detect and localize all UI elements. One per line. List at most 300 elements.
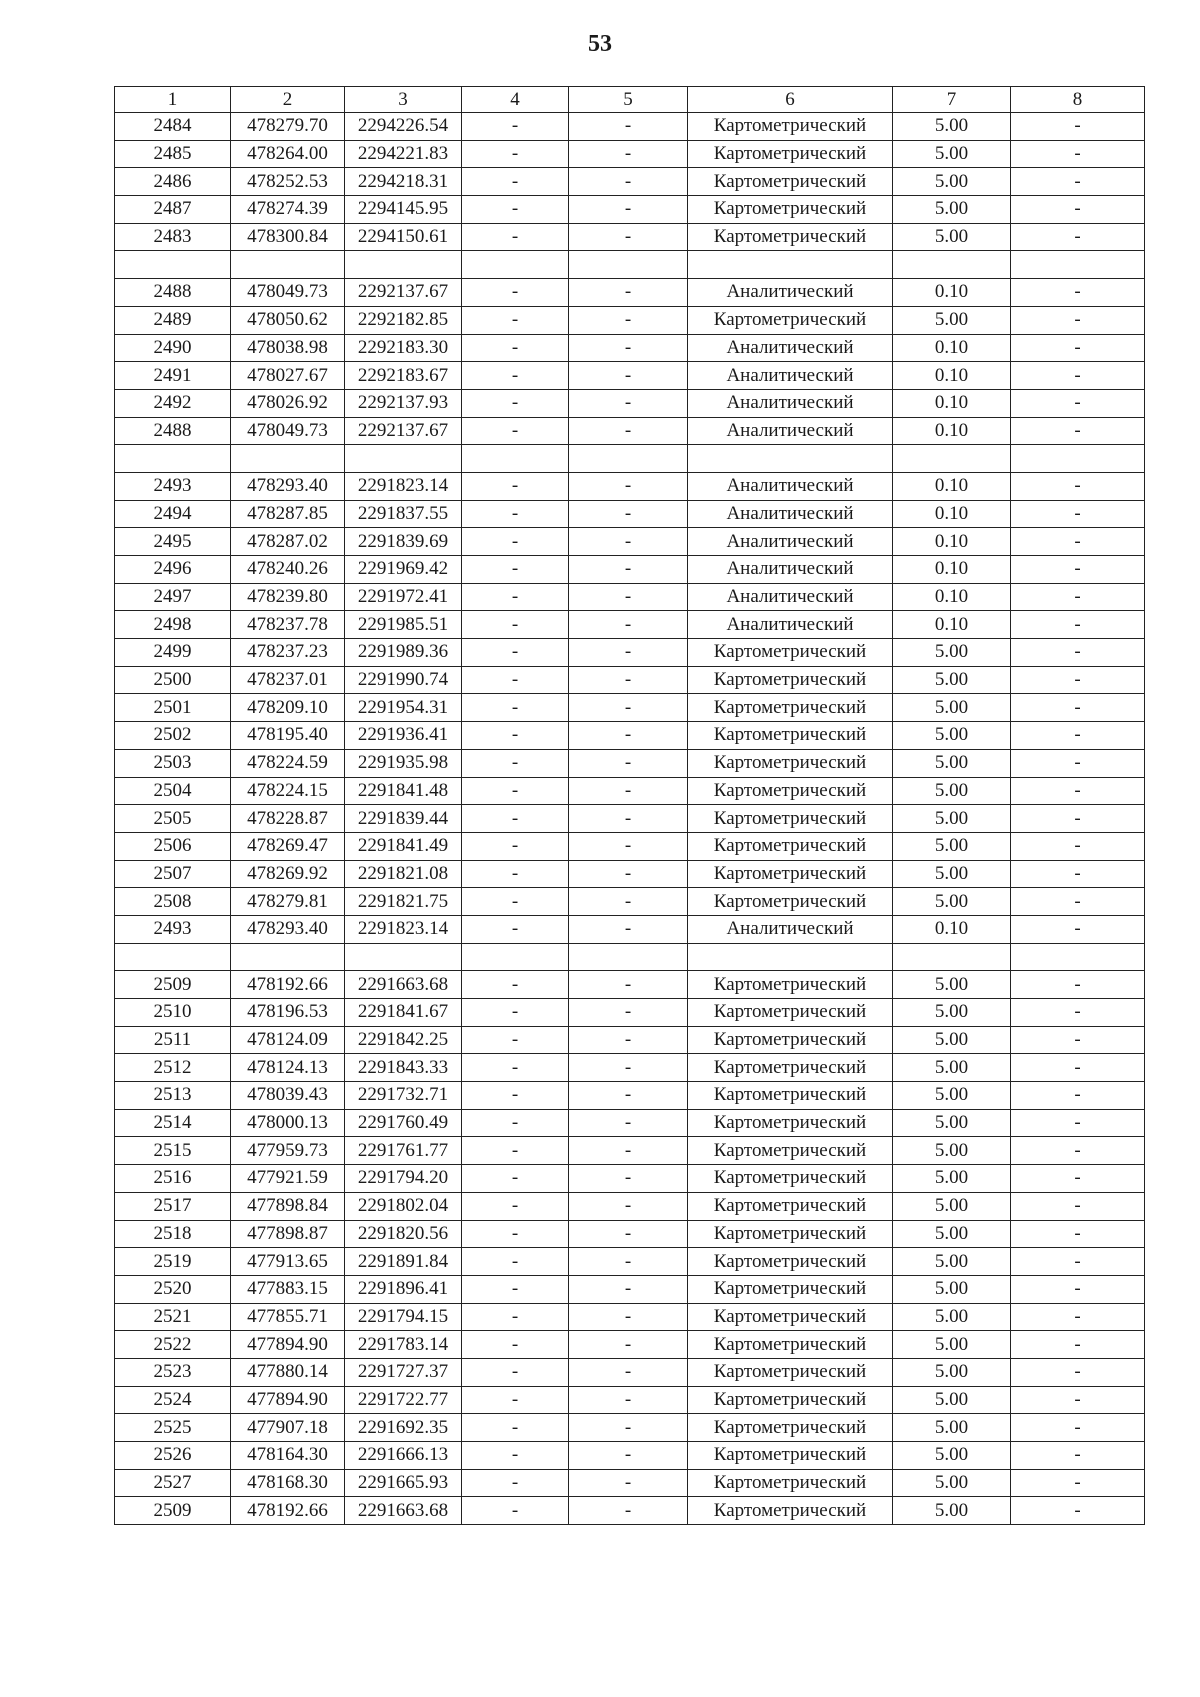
- table-cell-col-6: Аналитический: [688, 611, 893, 639]
- table-cell-col-8: [1011, 445, 1145, 473]
- table-cell-col-1: 2527: [115, 1469, 231, 1497]
- table-cell-col-4: -: [462, 971, 569, 999]
- table-row: [115, 556, 1145, 584]
- table-cell-col-7: 5.00: [893, 1054, 1011, 1082]
- table-cell-col-8: -: [1011, 805, 1145, 833]
- table-cell-col-5: -: [569, 168, 688, 196]
- table-cell-col-2: 478026.92: [231, 389, 345, 417]
- table-row: [115, 168, 1145, 196]
- table-cell-col-8: -: [1011, 1192, 1145, 1220]
- column-header-2: 2: [231, 87, 345, 113]
- table-cell-col-3: 2291843.33: [345, 1054, 462, 1082]
- table-cell-col-5: -: [569, 805, 688, 833]
- table-cell-col-7: 5.00: [893, 749, 1011, 777]
- table-cell-col-4: -: [462, 1137, 569, 1165]
- table-cell-col-1: 2493: [115, 915, 231, 943]
- table-cell-col-5: -: [569, 832, 688, 860]
- table-cell-col-4: -: [462, 611, 569, 639]
- table-cell-col-6: Картометрический: [688, 1358, 893, 1386]
- table-cell-col-6: Картометрический: [688, 1054, 893, 1082]
- table-cell-col-1: 2509: [115, 1497, 231, 1525]
- table-row: [115, 1414, 1145, 1442]
- table-row: [115, 805, 1145, 833]
- table-row: [115, 1331, 1145, 1359]
- table-cell-col-1: 2488: [115, 279, 231, 307]
- table-cell-col-4: -: [462, 1220, 569, 1248]
- table-cell-col-3: [345, 943, 462, 971]
- table-cell-col-5: -: [569, 556, 688, 584]
- table-cell-col-4: -: [462, 168, 569, 196]
- table-cell-col-5: -: [569, 611, 688, 639]
- table-row: [115, 279, 1145, 307]
- table-row: [115, 888, 1145, 916]
- table-cell-col-7: 5.00: [893, 113, 1011, 141]
- table-cell-col-3: 2294226.54: [345, 113, 462, 141]
- table-cell-col-2: 478279.70: [231, 113, 345, 141]
- table-cell-col-1: 2516: [115, 1165, 231, 1193]
- table-cell-col-6: Картометрический: [688, 832, 893, 860]
- table-cell-col-3: 2291839.69: [345, 528, 462, 556]
- table-cell-col-4: -: [462, 722, 569, 750]
- table-cell-col-6: [688, 943, 893, 971]
- table-row: [115, 1026, 1145, 1054]
- table-cell-col-3: 2294218.31: [345, 168, 462, 196]
- table-cell-col-5: -: [569, 888, 688, 916]
- table-cell-col-1: 2511: [115, 1026, 231, 1054]
- table-cell-col-2: 478287.02: [231, 528, 345, 556]
- table-cell-col-6: Аналитический: [688, 417, 893, 445]
- table-cell-col-5: -: [569, 1331, 688, 1359]
- table-cell-col-3: 2292137.93: [345, 389, 462, 417]
- table-cell-col-8: -: [1011, 472, 1145, 500]
- table-cell-col-8: [1011, 943, 1145, 971]
- table-cell-col-6: Картометрический: [688, 140, 893, 168]
- table-cell-col-7: 5.00: [893, 971, 1011, 999]
- table-cell-col-3: 2291666.13: [345, 1442, 462, 1470]
- table-cell-col-1: 2496: [115, 556, 231, 584]
- table-cell-col-1: 2525: [115, 1414, 231, 1442]
- table-row: [115, 694, 1145, 722]
- table-cell-col-6: Аналитический: [688, 472, 893, 500]
- table-cell-col-7: 5.00: [893, 306, 1011, 334]
- table-cell-col-8: -: [1011, 749, 1145, 777]
- table-cell-col-7: 5.00: [893, 777, 1011, 805]
- table-cell-col-5: [569, 251, 688, 279]
- table-row: [115, 389, 1145, 417]
- table-cell-col-7: 5.00: [893, 1358, 1011, 1386]
- table-cell-col-6: Картометрический: [688, 113, 893, 141]
- table-row: [115, 1109, 1145, 1137]
- table-cell-col-2: 478038.98: [231, 334, 345, 362]
- table-cell-col-3: 2291794.15: [345, 1303, 462, 1331]
- table-cell-col-4: -: [462, 1469, 569, 1497]
- table-cell-col-4: -: [462, 1054, 569, 1082]
- table-cell-col-6: Картометрический: [688, 223, 893, 251]
- table-cell-col-1: 2503: [115, 749, 231, 777]
- table-cell-col-5: -: [569, 749, 688, 777]
- table-cell-col-5: -: [569, 1469, 688, 1497]
- table-cell-col-3: 2291732.71: [345, 1082, 462, 1110]
- table-cell-col-5: -: [569, 1248, 688, 1276]
- table-cell-col-8: -: [1011, 140, 1145, 168]
- column-header-7: 7: [893, 87, 1011, 113]
- table-row: [115, 223, 1145, 251]
- table-cell-col-3: 2291841.48: [345, 777, 462, 805]
- table-cell-col-4: -: [462, 1331, 569, 1359]
- table-cell-col-1: 2517: [115, 1192, 231, 1220]
- table-cell-col-1: 2510: [115, 999, 231, 1027]
- table-cell-col-6: [688, 251, 893, 279]
- table-cell-col-1: 2524: [115, 1386, 231, 1414]
- table-row: [115, 1303, 1145, 1331]
- table-cell-col-2: 478196.53: [231, 999, 345, 1027]
- table-cell-col-8: -: [1011, 113, 1145, 141]
- table-cell-col-4: -: [462, 140, 569, 168]
- table-cell-col-1: 2507: [115, 860, 231, 888]
- table-cell-col-6: Картометрический: [688, 694, 893, 722]
- table-cell-col-4: [462, 445, 569, 473]
- table-cell-col-1: 2526: [115, 1442, 231, 1470]
- table-cell-col-5: -: [569, 334, 688, 362]
- table-separator-row: [115, 445, 1145, 473]
- table-cell-col-2: 478049.73: [231, 279, 345, 307]
- table-cell-col-1: 2504: [115, 777, 231, 805]
- table-cell-col-6: Картометрический: [688, 1497, 893, 1525]
- table-cell-col-7: 0.10: [893, 583, 1011, 611]
- table-cell-col-2: 478237.78: [231, 611, 345, 639]
- table-cell-col-6: Картометрический: [688, 805, 893, 833]
- table-cell-col-1: 2492: [115, 389, 231, 417]
- table-row: [115, 639, 1145, 667]
- table-cell-col-3: 2291990.74: [345, 666, 462, 694]
- table-cell-col-7: 5.00: [893, 1331, 1011, 1359]
- table-row: [115, 999, 1145, 1027]
- table-cell-col-8: -: [1011, 334, 1145, 362]
- table-cell-col-1: 2497: [115, 583, 231, 611]
- table-cell-col-6: Картометрический: [688, 1275, 893, 1303]
- table-cell-col-7: [893, 445, 1011, 473]
- table-cell-col-8: -: [1011, 306, 1145, 334]
- table-cell-col-5: -: [569, 140, 688, 168]
- table-cell-col-8: -: [1011, 1275, 1145, 1303]
- table-cell-col-2: 478293.40: [231, 472, 345, 500]
- table-row: [115, 860, 1145, 888]
- table-row: [115, 472, 1145, 500]
- table-cell-col-6: [688, 445, 893, 473]
- table-cell-col-1: 2490: [115, 334, 231, 362]
- table-cell-col-7: 5.00: [893, 1303, 1011, 1331]
- table-cell-col-6: Картометрический: [688, 999, 893, 1027]
- table-cell-col-8: -: [1011, 1220, 1145, 1248]
- table-cell-col-7: 0.10: [893, 528, 1011, 556]
- table-cell-col-1: 2520: [115, 1275, 231, 1303]
- table-cell-col-7: 5.00: [893, 1137, 1011, 1165]
- column-header-8: 8: [1011, 87, 1145, 113]
- table-cell-col-3: 2291794.20: [345, 1165, 462, 1193]
- table-cell-col-8: -: [1011, 223, 1145, 251]
- table-row: [115, 500, 1145, 528]
- table-cell-col-7: 5.00: [893, 1414, 1011, 1442]
- table-cell-col-3: 2291820.56: [345, 1220, 462, 1248]
- table-cell-col-5: -: [569, 196, 688, 224]
- table-cell-col-2: [231, 251, 345, 279]
- table-cell-col-7: 5.00: [893, 860, 1011, 888]
- table-row: [115, 1469, 1145, 1497]
- table-cell-col-1: 2501: [115, 694, 231, 722]
- coordinates-table: [114, 86, 1145, 1525]
- table-cell-col-6: Картометрический: [688, 1331, 893, 1359]
- table-cell-col-3: 2291936.41: [345, 722, 462, 750]
- table-row: [115, 1442, 1145, 1470]
- table-cell-col-3: [345, 445, 462, 473]
- table-cell-col-8: -: [1011, 694, 1145, 722]
- table-cell-col-7: 0.10: [893, 556, 1011, 584]
- table-cell-col-7: 5.00: [893, 1082, 1011, 1110]
- table-cell-col-5: -: [569, 389, 688, 417]
- table-cell-col-7: 5.00: [893, 1109, 1011, 1137]
- table-cell-col-3: 2291837.55: [345, 500, 462, 528]
- table-cell-col-2: 477898.84: [231, 1192, 345, 1220]
- table-cell-col-8: -: [1011, 1109, 1145, 1137]
- table-cell-col-4: -: [462, 362, 569, 390]
- table-cell-col-7: 0.10: [893, 417, 1011, 445]
- table-cell-col-8: -: [1011, 915, 1145, 943]
- table-cell-col-6: Картометрический: [688, 1137, 893, 1165]
- table-cell-col-8: -: [1011, 583, 1145, 611]
- table-cell-col-4: -: [462, 1275, 569, 1303]
- table-cell-col-8: -: [1011, 1331, 1145, 1359]
- table-cell-col-4: -: [462, 196, 569, 224]
- table-cell-col-8: -: [1011, 279, 1145, 307]
- table-cell-col-8: -: [1011, 168, 1145, 196]
- table-cell-col-7: 5.00: [893, 1275, 1011, 1303]
- table-cell-col-3: 2292137.67: [345, 417, 462, 445]
- table-row: [115, 749, 1145, 777]
- table-cell-col-8: -: [1011, 362, 1145, 390]
- table-cell-col-5: -: [569, 1303, 688, 1331]
- table-cell-col-2: 478287.85: [231, 500, 345, 528]
- table-cell-col-8: -: [1011, 1386, 1145, 1414]
- table-cell-col-2: 478293.40: [231, 915, 345, 943]
- table-cell-col-2: 477921.59: [231, 1165, 345, 1193]
- table-cell-col-4: -: [462, 1026, 569, 1054]
- table-cell-col-2: 478039.43: [231, 1082, 345, 1110]
- table-cell-col-7: 5.00: [893, 196, 1011, 224]
- table-cell-col-1: 2488: [115, 417, 231, 445]
- table-cell-col-8: -: [1011, 1137, 1145, 1165]
- table-cell-col-1: 2487: [115, 196, 231, 224]
- table-cell-col-1: 2515: [115, 1137, 231, 1165]
- table-row: [115, 971, 1145, 999]
- table-cell-col-3: 2291802.04: [345, 1192, 462, 1220]
- table-cell-col-5: -: [569, 1386, 688, 1414]
- table-cell-col-7: 0.10: [893, 334, 1011, 362]
- table-cell-col-7: 5.00: [893, 223, 1011, 251]
- table-row: [115, 777, 1145, 805]
- table-cell-col-4: -: [462, 528, 569, 556]
- table-cell-col-4: -: [462, 1386, 569, 1414]
- table-cell-col-3: 2291839.44: [345, 805, 462, 833]
- table-cell-col-7: 5.00: [893, 639, 1011, 667]
- table-cell-col-4: -: [462, 694, 569, 722]
- table-cell-col-6: Аналитический: [688, 279, 893, 307]
- table-cell-col-2: 478164.30: [231, 1442, 345, 1470]
- table-cell-col-5: -: [569, 1082, 688, 1110]
- table-cell-col-1: 2491: [115, 362, 231, 390]
- table-cell-col-7: 5.00: [893, 1469, 1011, 1497]
- table-cell-col-5: -: [569, 1442, 688, 1470]
- table-cell-col-1: 2485: [115, 140, 231, 168]
- table-cell-col-7: 0.10: [893, 362, 1011, 390]
- table-cell-col-5: -: [569, 1026, 688, 1054]
- table-cell-col-8: -: [1011, 1054, 1145, 1082]
- table-cell-col-8: -: [1011, 417, 1145, 445]
- table-cell-col-5: -: [569, 666, 688, 694]
- table-cell-col-1: 2493: [115, 472, 231, 500]
- table-cell-col-5: -: [569, 306, 688, 334]
- table-cell-col-5: -: [569, 472, 688, 500]
- table-cell-col-4: -: [462, 1414, 569, 1442]
- table-cell-col-6: Картометрический: [688, 168, 893, 196]
- table-cell-col-7: [893, 943, 1011, 971]
- table-cell-col-5: [569, 445, 688, 473]
- table-row: [115, 362, 1145, 390]
- table-cell-col-1: 2508: [115, 888, 231, 916]
- table-cell-col-8: -: [1011, 1303, 1145, 1331]
- table-cell-col-4: -: [462, 1248, 569, 1276]
- table-cell-col-8: -: [1011, 1497, 1145, 1525]
- table-cell-col-3: 2291761.77: [345, 1137, 462, 1165]
- table-cell-col-5: -: [569, 999, 688, 1027]
- table-cell-col-2: 478252.53: [231, 168, 345, 196]
- table-row: [115, 832, 1145, 860]
- table-cell-col-3: 2291665.93: [345, 1469, 462, 1497]
- table-cell-col-1: [115, 943, 231, 971]
- table-cell-col-4: -: [462, 472, 569, 500]
- table-cell-col-6: Картометрический: [688, 1248, 893, 1276]
- table-cell-col-3: 2291663.68: [345, 971, 462, 999]
- table-row: [115, 666, 1145, 694]
- table-cell-col-2: 478124.09: [231, 1026, 345, 1054]
- table-cell-col-4: -: [462, 666, 569, 694]
- table-cell-col-5: -: [569, 1275, 688, 1303]
- table-cell-col-5: -: [569, 1165, 688, 1193]
- table-cell-col-5: -: [569, 500, 688, 528]
- table-cell-col-7: 0.10: [893, 915, 1011, 943]
- table-cell-col-5: -: [569, 1109, 688, 1137]
- table-cell-col-4: -: [462, 1358, 569, 1386]
- table-cell-col-2: 478264.00: [231, 140, 345, 168]
- table-cell-col-3: 2294145.95: [345, 196, 462, 224]
- table-cell-col-7: 5.00: [893, 999, 1011, 1027]
- table-row: [115, 417, 1145, 445]
- table-cell-col-3: 2291935.98: [345, 749, 462, 777]
- table-cell-col-6: Картометрический: [688, 1442, 893, 1470]
- table-cell-col-4: -: [462, 1165, 569, 1193]
- table-cell-col-2: 478237.23: [231, 639, 345, 667]
- table-cell-col-2: 477959.73: [231, 1137, 345, 1165]
- table-body: [115, 113, 1145, 1525]
- table-cell-col-5: -: [569, 915, 688, 943]
- table-cell-col-1: 2505: [115, 805, 231, 833]
- column-header-3: 3: [345, 87, 462, 113]
- table-cell-col-4: -: [462, 1442, 569, 1470]
- table-cell-col-2: 478000.13: [231, 1109, 345, 1137]
- table-cell-col-8: -: [1011, 1165, 1145, 1193]
- table-cell-col-3: 2291969.42: [345, 556, 462, 584]
- table-cell-col-6: Картометрический: [688, 1109, 893, 1137]
- table-cell-col-1: 2506: [115, 832, 231, 860]
- table-cell-col-6: Аналитический: [688, 362, 893, 390]
- table-cell-col-3: 2291760.49: [345, 1109, 462, 1137]
- table-cell-col-4: -: [462, 1082, 569, 1110]
- table-cell-col-2: 478224.15: [231, 777, 345, 805]
- table-cell-col-7: 0.10: [893, 389, 1011, 417]
- table-cell-col-5: -: [569, 528, 688, 556]
- table-row: [115, 334, 1145, 362]
- table-cell-col-3: 2294150.61: [345, 223, 462, 251]
- column-header-6: 6: [688, 87, 893, 113]
- table-cell-col-7: [893, 251, 1011, 279]
- table-cell-col-3: 2291842.25: [345, 1026, 462, 1054]
- table-cell-col-4: -: [462, 805, 569, 833]
- table-cell-col-5: -: [569, 1497, 688, 1525]
- table-row: [115, 196, 1145, 224]
- table-cell-col-4: [462, 943, 569, 971]
- table-row: [115, 1497, 1145, 1525]
- table-cell-col-4: -: [462, 279, 569, 307]
- table-cell-col-2: [231, 943, 345, 971]
- table-cell-col-6: Картометрический: [688, 1082, 893, 1110]
- table-cell-col-5: -: [569, 777, 688, 805]
- table-cell-col-6: Картометрический: [688, 666, 893, 694]
- table-cell-col-4: -: [462, 500, 569, 528]
- table-cell-col-2: [231, 445, 345, 473]
- table-cell-col-7: 5.00: [893, 1386, 1011, 1414]
- table-cell-col-1: [115, 445, 231, 473]
- table-cell-col-2: 477883.15: [231, 1275, 345, 1303]
- table-cell-col-8: -: [1011, 666, 1145, 694]
- table-cell-col-5: -: [569, 694, 688, 722]
- table-cell-col-6: Картометрический: [688, 1026, 893, 1054]
- table-cell-col-6: Аналитический: [688, 583, 893, 611]
- table-cell-col-3: 2291823.14: [345, 915, 462, 943]
- table-cell-col-3: [345, 251, 462, 279]
- table-cell-col-2: 477907.18: [231, 1414, 345, 1442]
- table-cell-col-2: 478228.87: [231, 805, 345, 833]
- table-cell-col-4: -: [462, 1109, 569, 1137]
- table-row: [115, 1192, 1145, 1220]
- table-cell-col-1: 2518: [115, 1220, 231, 1248]
- table-cell-col-2: 478239.80: [231, 583, 345, 611]
- table-cell-col-6: Картометрический: [688, 860, 893, 888]
- table-cell-col-8: -: [1011, 528, 1145, 556]
- table-cell-col-3: 2291841.67: [345, 999, 462, 1027]
- table-row: [115, 140, 1145, 168]
- table-cell-col-3: 2291663.68: [345, 1497, 462, 1525]
- table-cell-col-5: -: [569, 722, 688, 750]
- table-cell-col-4: -: [462, 334, 569, 362]
- table-cell-col-8: [1011, 251, 1145, 279]
- table-cell-col-1: 2502: [115, 722, 231, 750]
- table-cell-col-3: 2291692.35: [345, 1414, 462, 1442]
- table-cell-col-7: 5.00: [893, 694, 1011, 722]
- table-cell-col-2: 478224.59: [231, 749, 345, 777]
- table-cell-col-7: 5.00: [893, 888, 1011, 916]
- table-cell-col-7: 5.00: [893, 1442, 1011, 1470]
- table-cell-col-4: -: [462, 888, 569, 916]
- table-cell-col-5: -: [569, 1054, 688, 1082]
